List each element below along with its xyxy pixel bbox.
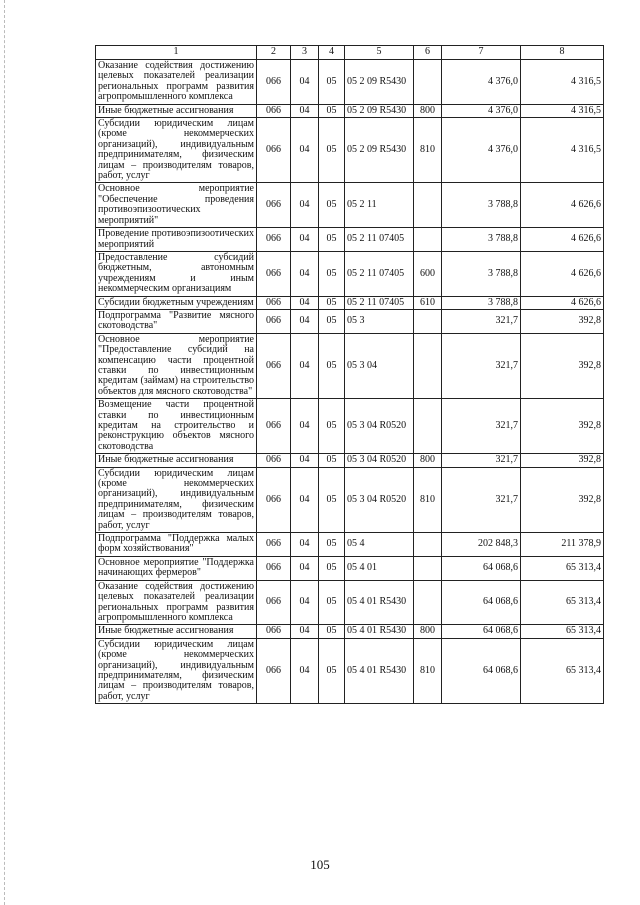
subsection-code-cell: 05 bbox=[319, 580, 345, 625]
table-row bbox=[96, 60, 604, 105]
section-code-cell: 04 bbox=[291, 183, 319, 228]
target-article-code-cell: 05 2 09 R5430 bbox=[345, 60, 414, 105]
ministry-code-cell: 066 bbox=[257, 333, 291, 398]
amount-year-1-cell: 64 068,6 bbox=[442, 638, 521, 703]
table-row bbox=[96, 533, 604, 557]
expense-type-code-cell: 810 bbox=[414, 638, 442, 703]
subsection-code-cell: 05 bbox=[319, 251, 345, 296]
amount-year-2-cell: 4 316,5 bbox=[521, 118, 604, 183]
section-code-cell: 04 bbox=[291, 533, 319, 557]
name-cell: Предоставление субсидий бюджетным, автономным учреждениям и иным некоммерческим организациям bbox=[96, 251, 257, 296]
target-article-code-cell: 05 2 11 bbox=[345, 183, 414, 228]
expense-type-code-cell bbox=[414, 309, 442, 333]
name-cell: Основное мероприятие "Обеспечение проведения противоэпизоотических мероприятий" bbox=[96, 183, 257, 228]
target-article-code-cell: 05 4 01 R5430 bbox=[345, 638, 414, 703]
amount-year-2-cell: 65 313,4 bbox=[521, 580, 604, 625]
amount-year-2-cell: 392,8 bbox=[521, 399, 604, 454]
ministry-code-cell: 066 bbox=[257, 533, 291, 557]
target-article-code-cell: 05 4 01 R5430 bbox=[345, 625, 414, 638]
ministry-code-cell: 066 bbox=[257, 60, 291, 105]
section-code-cell: 04 bbox=[291, 399, 319, 454]
page-number: 105 bbox=[310, 857, 330, 872]
table-row bbox=[96, 454, 604, 467]
subsection-code-cell: 05 bbox=[319, 625, 345, 638]
target-article-code-cell: 05 3 04 bbox=[345, 333, 414, 398]
expense-type-code-cell bbox=[414, 533, 442, 557]
amount-year-1-cell: 3 788,8 bbox=[442, 251, 521, 296]
section-code-cell: 04 bbox=[291, 454, 319, 467]
amount-year-2-cell: 4 316,5 bbox=[521, 60, 604, 105]
target-article-code-cell: 05 3 bbox=[345, 309, 414, 333]
name-cell: Иные бюджетные ассигнования bbox=[96, 454, 257, 467]
section-code-cell: 04 bbox=[291, 118, 319, 183]
section-code-cell: 04 bbox=[291, 251, 319, 296]
section-code-cell: 04 bbox=[291, 228, 319, 252]
target-article-code-cell: 05 3 04 R0520 bbox=[345, 454, 414, 467]
expense-type-code-cell bbox=[414, 183, 442, 228]
ministry-code-cell: 066 bbox=[257, 454, 291, 467]
header-cell-2: 2 bbox=[257, 46, 291, 60]
table-row bbox=[96, 625, 604, 638]
header-cell-8: 8 bbox=[521, 46, 604, 60]
amount-year-2-cell: 65 313,4 bbox=[521, 556, 604, 580]
ministry-code-cell: 066 bbox=[257, 556, 291, 580]
section-code-cell: 04 bbox=[291, 638, 319, 703]
table-row bbox=[96, 309, 604, 333]
ministry-code-cell: 066 bbox=[257, 251, 291, 296]
section-code-cell: 04 bbox=[291, 333, 319, 398]
header-cell-5: 5 bbox=[345, 46, 414, 60]
name-cell: Основное мероприятие "Предоставление субсидий на компенсацию части процентной ставки по инвестиционным кредитам (займам) на строительство объектов для мясного скотоводства" bbox=[96, 333, 257, 398]
page-edge-line bbox=[4, 0, 5, 905]
name-cell: Оказание содействия достижению целевых показателей реализации региональных программ развития агропромышленного комплекса bbox=[96, 580, 257, 625]
target-article-code-cell: 05 2 11 07405 bbox=[345, 228, 414, 252]
subsection-code-cell: 05 bbox=[319, 399, 345, 454]
header-cell-1: 1 bbox=[96, 46, 257, 60]
expense-type-code-cell: 610 bbox=[414, 296, 442, 309]
section-code-cell: 04 bbox=[291, 467, 319, 532]
amount-year-1-cell: 64 068,6 bbox=[442, 556, 521, 580]
section-code-cell: 04 bbox=[291, 60, 319, 105]
amount-year-2-cell: 4 316,5 bbox=[521, 104, 604, 117]
amount-year-1-cell: 321,7 bbox=[442, 309, 521, 333]
name-cell: Субсидии юридическим лицам (кроме некоммерческих организаций), индивидуальным предпринимателям, физическим лицам – производителям товаров, работ, услуг bbox=[96, 118, 257, 183]
subsection-code-cell: 05 bbox=[319, 533, 345, 557]
subsection-code-cell: 05 bbox=[319, 556, 345, 580]
section-code-cell: 04 bbox=[291, 625, 319, 638]
expense-type-code-cell bbox=[414, 399, 442, 454]
amount-year-1-cell: 4 376,0 bbox=[442, 118, 521, 183]
ministry-code-cell: 066 bbox=[257, 296, 291, 309]
subsection-code-cell: 05 bbox=[319, 60, 345, 105]
table-row bbox=[96, 251, 604, 296]
table-header-row bbox=[96, 46, 604, 60]
amount-year-2-cell: 4 626,6 bbox=[521, 228, 604, 252]
table-body bbox=[96, 46, 604, 704]
amount-year-1-cell: 321,7 bbox=[442, 467, 521, 532]
name-cell: Подпрограмма "Поддержка малых форм хозяйствования" bbox=[96, 533, 257, 557]
amount-year-2-cell: 4 626,6 bbox=[521, 251, 604, 296]
expense-type-code-cell bbox=[414, 228, 442, 252]
name-cell: Субсидии бюджетным учреждениям bbox=[96, 296, 257, 309]
expense-type-code-cell: 810 bbox=[414, 118, 442, 183]
target-article-code-cell: 05 4 01 bbox=[345, 556, 414, 580]
name-cell: Проведение противоэпизоотических мероприятий bbox=[96, 228, 257, 252]
subsection-code-cell: 05 bbox=[319, 454, 345, 467]
ministry-code-cell: 066 bbox=[257, 638, 291, 703]
amount-year-1-cell: 4 376,0 bbox=[442, 104, 521, 117]
amount-year-1-cell: 64 068,6 bbox=[442, 580, 521, 625]
expense-type-code-cell: 600 bbox=[414, 251, 442, 296]
table-row bbox=[96, 183, 604, 228]
subsection-code-cell: 05 bbox=[319, 228, 345, 252]
subsection-code-cell: 05 bbox=[319, 296, 345, 309]
subsection-code-cell: 05 bbox=[319, 638, 345, 703]
amount-year-1-cell: 321,7 bbox=[442, 333, 521, 398]
section-code-cell: 04 bbox=[291, 556, 319, 580]
ministry-code-cell: 066 bbox=[257, 625, 291, 638]
table-row bbox=[96, 296, 604, 309]
table-row bbox=[96, 467, 604, 532]
table-row bbox=[96, 104, 604, 117]
target-article-code-cell: 05 3 04 R0520 bbox=[345, 467, 414, 532]
expense-type-code-cell: 800 bbox=[414, 104, 442, 117]
target-article-code-cell: 05 4 bbox=[345, 533, 414, 557]
amount-year-1-cell: 3 788,8 bbox=[442, 183, 521, 228]
ministry-code-cell: 066 bbox=[257, 580, 291, 625]
amount-year-2-cell: 4 626,6 bbox=[521, 296, 604, 309]
expense-type-code-cell bbox=[414, 333, 442, 398]
table-row bbox=[96, 228, 604, 252]
amount-year-1-cell: 3 788,8 bbox=[442, 228, 521, 252]
target-article-code-cell: 05 4 01 R5430 bbox=[345, 580, 414, 625]
subsection-code-cell: 05 bbox=[319, 104, 345, 117]
amount-year-1-cell: 321,7 bbox=[442, 399, 521, 454]
amount-year-1-cell: 3 788,8 bbox=[442, 296, 521, 309]
amount-year-2-cell: 392,8 bbox=[521, 467, 604, 532]
target-article-code-cell: 05 3 04 R0520 bbox=[345, 399, 414, 454]
expense-type-code-cell: 800 bbox=[414, 625, 442, 638]
expense-type-code-cell bbox=[414, 556, 442, 580]
name-cell: Подпрограмма "Развитие мясного скотоводства" bbox=[96, 309, 257, 333]
ministry-code-cell: 066 bbox=[257, 467, 291, 532]
ministry-code-cell: 066 bbox=[257, 183, 291, 228]
amount-year-2-cell: 65 313,4 bbox=[521, 638, 604, 703]
name-cell: Субсидии юридическим лицам (кроме некоммерческих организаций), индивидуальным предпринимателям, физическим лицам – производителям товаров, работ, услуг bbox=[96, 467, 257, 532]
target-article-code-cell: 05 2 09 R5430 bbox=[345, 104, 414, 117]
target-article-code-cell: 05 2 11 07405 bbox=[345, 251, 414, 296]
name-cell: Иные бюджетные ассигнования bbox=[96, 104, 257, 117]
expense-type-code-cell: 810 bbox=[414, 467, 442, 532]
table-row bbox=[96, 580, 604, 625]
header-cell-3: 3 bbox=[291, 46, 319, 60]
header-cell-7: 7 bbox=[442, 46, 521, 60]
header-cell-6: 6 bbox=[414, 46, 442, 60]
subsection-code-cell: 05 bbox=[319, 309, 345, 333]
target-article-code-cell: 05 2 11 07405 bbox=[345, 296, 414, 309]
amount-year-1-cell: 202 848,3 bbox=[442, 533, 521, 557]
section-code-cell: 04 bbox=[291, 296, 319, 309]
ministry-code-cell: 066 bbox=[257, 399, 291, 454]
amount-year-2-cell: 4 626,6 bbox=[521, 183, 604, 228]
ministry-code-cell: 066 bbox=[257, 118, 291, 183]
table-row bbox=[96, 638, 604, 703]
table-row bbox=[96, 399, 604, 454]
amount-year-1-cell: 4 376,0 bbox=[442, 60, 521, 105]
header-cell-4: 4 bbox=[319, 46, 345, 60]
amount-year-2-cell: 392,8 bbox=[521, 333, 604, 398]
amount-year-2-cell: 211 378,9 bbox=[521, 533, 604, 557]
table-row bbox=[96, 556, 604, 580]
name-cell: Иные бюджетные ассигнования bbox=[96, 625, 257, 638]
amount-year-1-cell: 321,7 bbox=[442, 454, 521, 467]
name-cell: Субсидии юридическим лицам (кроме некоммерческих организаций), индивидуальным предпринимателям, физическим лицам – производителям товаров, работ, услуг bbox=[96, 638, 257, 703]
name-cell: Возмещение части процентной ставки по инвестиционным кредитам на строительство и реконструкцию объектов мясного скотоводства bbox=[96, 399, 257, 454]
expense-type-code-cell: 800 bbox=[414, 454, 442, 467]
name-cell: Основное мероприятие "Поддержка начинающих фермеров" bbox=[96, 556, 257, 580]
subsection-code-cell: 05 bbox=[319, 118, 345, 183]
ministry-code-cell: 066 bbox=[257, 309, 291, 333]
amount-year-2-cell: 392,8 bbox=[521, 309, 604, 333]
expense-type-code-cell bbox=[414, 60, 442, 105]
subsection-code-cell: 05 bbox=[319, 183, 345, 228]
expense-type-code-cell bbox=[414, 580, 442, 625]
amount-year-2-cell: 392,8 bbox=[521, 454, 604, 467]
table-row bbox=[96, 333, 604, 398]
section-code-cell: 04 bbox=[291, 104, 319, 117]
section-code-cell: 04 bbox=[291, 580, 319, 625]
subsection-code-cell: 05 bbox=[319, 333, 345, 398]
name-cell: Оказание содействия достижению целевых показателей реализации региональных программ развития агропромышленного комплекса bbox=[96, 60, 257, 105]
ministry-code-cell: 066 bbox=[257, 228, 291, 252]
amount-year-1-cell: 64 068,6 bbox=[442, 625, 521, 638]
subsection-code-cell: 05 bbox=[319, 467, 345, 532]
ministry-code-cell: 066 bbox=[257, 104, 291, 117]
amount-year-2-cell: 65 313,4 bbox=[521, 625, 604, 638]
table-row bbox=[96, 118, 604, 183]
section-code-cell: 04 bbox=[291, 309, 319, 333]
budget-table bbox=[95, 45, 604, 704]
target-article-code-cell: 05 2 09 R5430 bbox=[345, 118, 414, 183]
